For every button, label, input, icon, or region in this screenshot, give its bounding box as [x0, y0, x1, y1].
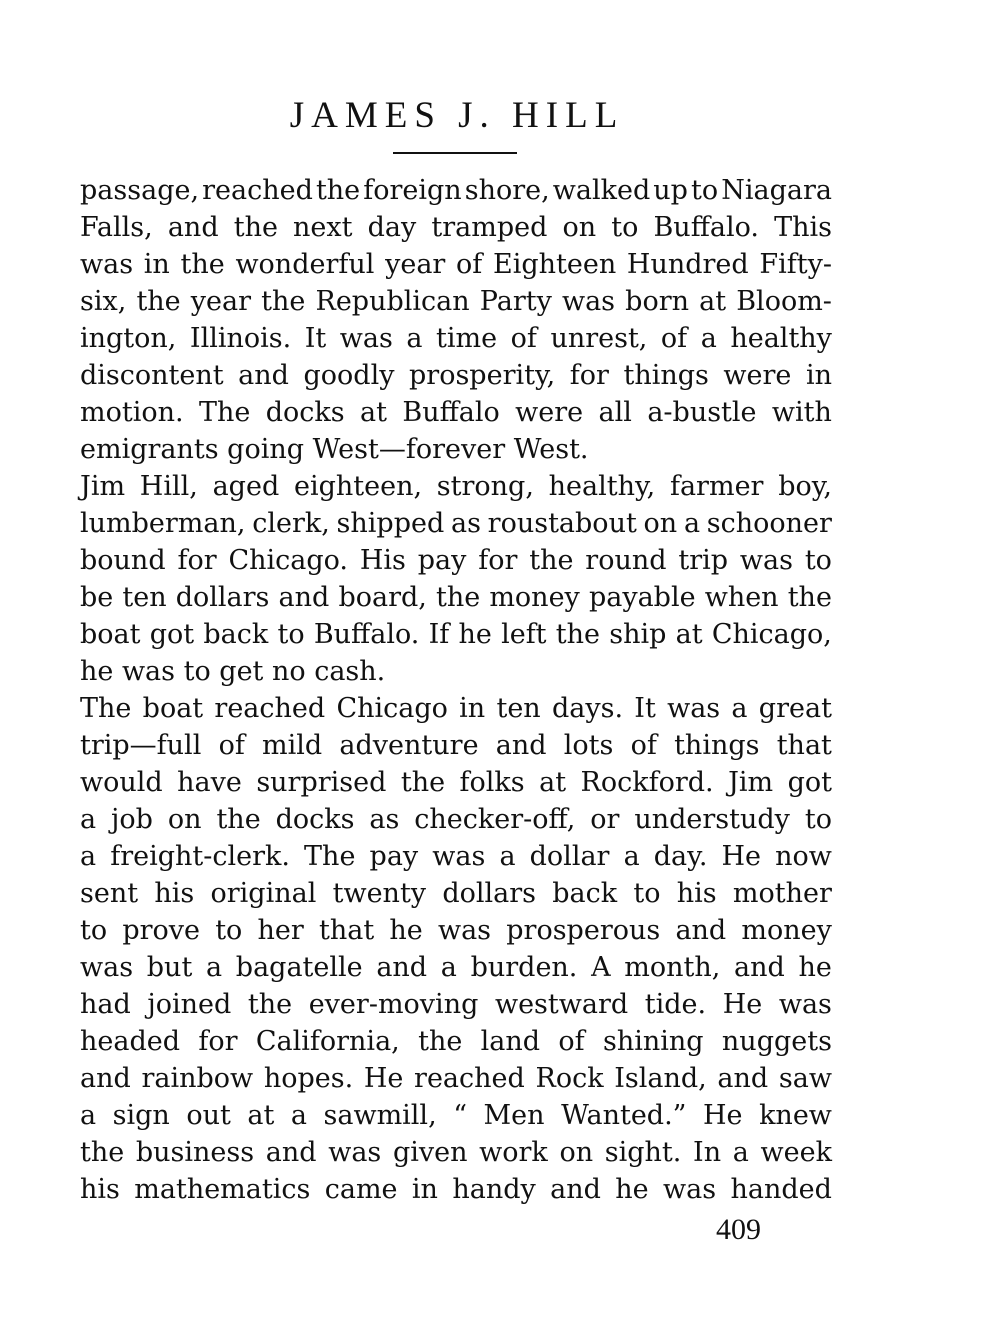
word: bound: [80, 545, 166, 576]
word: nuggets: [721, 1026, 832, 1057]
word: clerk,: [252, 508, 330, 539]
header-rule-divider: [393, 152, 517, 154]
word: was: [778, 989, 832, 1020]
word: now: [775, 841, 832, 872]
word: and: [238, 360, 289, 391]
word: Rock: [535, 1063, 604, 1094]
word: discontent: [80, 360, 224, 391]
word: healthy,: [548, 471, 656, 502]
word: handed: [730, 1174, 832, 1205]
word: Jim: [728, 767, 774, 798]
word: and: [717, 1063, 769, 1094]
text-line: [80, 394, 832, 431]
word: It: [304, 323, 327, 354]
word: Buffalo.: [653, 212, 759, 243]
word: Men: [483, 1100, 545, 1131]
word: was: [667, 693, 721, 724]
word: was: [432, 841, 486, 872]
word: in: [459, 693, 486, 724]
word: round: [585, 545, 667, 576]
word: wonderful: [235, 249, 375, 280]
word: hopes.: [263, 1063, 354, 1094]
word: shore,: [464, 175, 550, 206]
word: boy,: [778, 471, 832, 502]
word: lots: [563, 730, 614, 761]
text-line: [80, 542, 832, 579]
text-line: [80, 986, 832, 1023]
word: the: [315, 175, 361, 206]
word: days.: [551, 693, 624, 724]
word: to: [633, 878, 661, 909]
word: as: [369, 804, 400, 835]
word: back: [203, 619, 269, 650]
word: folks: [459, 767, 525, 798]
word: given: [392, 1137, 468, 1168]
word: Chicago.: [228, 545, 349, 576]
word: freight-clerk.: [110, 841, 290, 872]
word: He: [721, 841, 762, 872]
word: roustabout: [487, 508, 637, 539]
word: got: [149, 619, 195, 650]
word: The: [198, 397, 251, 428]
word: would: [80, 767, 163, 798]
word: farmer: [669, 471, 764, 502]
word: that: [776, 730, 832, 761]
word: docks: [265, 397, 345, 428]
word: things: [674, 730, 760, 761]
word: He: [703, 1100, 743, 1131]
word: a: [683, 508, 701, 539]
text-line: [80, 764, 832, 801]
word: the: [400, 767, 446, 798]
word: pay: [417, 545, 467, 576]
word: the: [555, 619, 600, 650]
text-line: [80, 505, 832, 542]
word: he: [458, 619, 492, 650]
word: Hill,: [139, 471, 198, 502]
word: boat: [142, 693, 204, 724]
word: sawmill,: [323, 1100, 437, 1131]
text-line: [80, 579, 832, 616]
word: a: [732, 1137, 749, 1168]
word: was: [80, 952, 134, 983]
word: ship: [609, 619, 667, 650]
word: all: [598, 397, 632, 428]
word: got: [787, 767, 832, 798]
word: the: [418, 1026, 463, 1057]
word: and: [675, 915, 727, 946]
word: board,: [338, 582, 427, 613]
text-line: [80, 172, 832, 209]
word: “: [453, 1100, 467, 1131]
word: for: [198, 1026, 238, 1057]
word: the: [247, 989, 293, 1020]
word: ington,: [80, 323, 177, 354]
word: trip—full: [80, 730, 202, 761]
word: of: [218, 730, 245, 761]
word: at: [699, 286, 727, 317]
word: money: [489, 582, 580, 613]
text-line: [80, 468, 832, 505]
word: in: [805, 360, 832, 391]
word: had: [80, 989, 131, 1020]
word: month,: [624, 952, 721, 983]
word: job: [111, 804, 153, 835]
word: reached: [414, 1063, 525, 1094]
word: his: [80, 1174, 120, 1205]
word: a: [731, 693, 748, 724]
word: left: [501, 619, 547, 650]
word: for: [569, 360, 609, 391]
word: were: [723, 360, 792, 391]
word: a: [440, 952, 457, 983]
word: joined: [147, 989, 232, 1020]
word: he: [798, 952, 832, 983]
word: to: [804, 545, 832, 576]
word: tide.: [644, 989, 707, 1020]
text-line: [80, 209, 832, 246]
word: a: [80, 1100, 97, 1131]
text-line: [80, 1134, 832, 1171]
text-line: [80, 283, 832, 320]
word: headed: [80, 1026, 181, 1057]
word: out: [186, 1100, 231, 1131]
word: eighteen,: [293, 471, 423, 502]
running-head-title: JAMES J. HILL: [289, 95, 625, 136]
word: at: [539, 767, 567, 798]
word: to: [691, 175, 719, 206]
word: of: [558, 1026, 585, 1057]
word: shining: [603, 1026, 704, 1057]
word: but: [146, 952, 193, 983]
word: and: [550, 1174, 601, 1205]
word: ever-moving: [308, 989, 479, 1020]
word: land: [480, 1026, 541, 1057]
word: Chicago,: [711, 619, 832, 650]
text-line: [80, 801, 832, 838]
text-line: [80, 246, 832, 283]
word: The: [80, 693, 132, 724]
word: at: [247, 1100, 275, 1131]
text-line: [80, 1023, 832, 1060]
word: trip: [678, 545, 729, 576]
word: or: [590, 804, 620, 835]
word: schooner: [706, 508, 832, 539]
word: Bloom-: [736, 286, 832, 317]
word: aged: [212, 471, 280, 502]
word: Niagara: [721, 175, 832, 206]
word: understudy: [634, 804, 790, 835]
word: passage,: [80, 175, 200, 206]
word: boat: [80, 619, 141, 650]
word: on: [643, 508, 678, 539]
word: Rockford.: [580, 767, 714, 798]
text-line: [80, 616, 832, 653]
word: was: [663, 1174, 717, 1205]
word: rainbow: [141, 1063, 254, 1094]
text-line: [80, 431, 832, 468]
word: His: [359, 545, 406, 576]
word: mathematics: [134, 1174, 311, 1205]
word: in: [143, 249, 170, 280]
word: was: [437, 915, 492, 946]
word: and: [734, 952, 785, 983]
word: he: [615, 1174, 649, 1205]
word: the: [261, 286, 306, 317]
word: docks: [275, 804, 355, 835]
word: Party: [479, 286, 552, 317]
word: to: [611, 212, 639, 243]
word: shipped: [336, 508, 445, 539]
word: day.: [653, 841, 708, 872]
word: a: [80, 804, 97, 835]
word: six,: [80, 286, 127, 317]
word: burden.: [470, 952, 578, 983]
word: to: [80, 915, 108, 946]
word: mother: [732, 878, 832, 909]
word: the: [216, 804, 261, 835]
word: work: [479, 1137, 548, 1168]
word: was: [339, 323, 393, 354]
word: and: [495, 730, 547, 761]
word: He: [363, 1063, 404, 1094]
word: and: [265, 1137, 317, 1168]
word: the: [787, 582, 832, 613]
word: Fifty-: [759, 249, 832, 280]
word: Island,: [614, 1063, 707, 1094]
word: tramped: [431, 212, 548, 243]
word: on: [559, 1137, 594, 1168]
word: the: [136, 286, 181, 317]
word: that: [319, 915, 375, 946]
word: adventure: [339, 730, 479, 761]
word: prove: [122, 915, 200, 946]
word: a: [499, 841, 516, 872]
word: a-bustle: [647, 397, 757, 428]
word: great: [758, 693, 832, 724]
word: sight.: [604, 1137, 682, 1168]
word: and: [376, 952, 428, 983]
word: Jim: [80, 471, 126, 502]
word: ten: [496, 693, 541, 724]
text-line: [80, 690, 832, 727]
word: next: [293, 212, 353, 243]
word: on: [562, 212, 597, 243]
word: to: [215, 915, 243, 946]
word: Wanted.”: [561, 1100, 687, 1131]
word: In: [693, 1137, 722, 1168]
word: and: [80, 1063, 131, 1094]
word: The: [304, 841, 356, 872]
word: be: [80, 582, 114, 613]
text-line: [80, 653, 832, 690]
word: Falls,: [80, 212, 153, 243]
word: his: [154, 878, 195, 909]
word: lumberman,: [80, 508, 246, 539]
body-text: [80, 172, 832, 1208]
word: were: [515, 397, 584, 428]
word: Republican: [315, 286, 470, 317]
word: came: [324, 1174, 398, 1205]
word: at: [360, 397, 387, 428]
word: sign: [112, 1100, 170, 1131]
word: strong,: [436, 471, 534, 502]
word: at: [675, 619, 703, 650]
word: week: [760, 1137, 832, 1168]
word: Eighteen: [493, 249, 617, 280]
word: mild: [262, 730, 323, 761]
word: California,: [255, 1026, 400, 1057]
word: prosperous: [506, 915, 661, 946]
word: was: [328, 1137, 382, 1168]
word: when: [704, 582, 779, 613]
text-line-content: he was to get no cash.: [80, 656, 386, 687]
word: If: [428, 619, 450, 650]
text-line: [80, 1097, 832, 1134]
word: Hundred: [626, 249, 749, 280]
word: westward: [494, 989, 629, 1020]
text-line: [80, 727, 832, 764]
text-line: [80, 1171, 832, 1208]
word: motion.: [80, 397, 184, 428]
word: the: [180, 249, 225, 280]
word: the: [529, 545, 574, 576]
word: was: [739, 545, 793, 576]
word: sent: [80, 878, 139, 909]
word: A: [591, 952, 611, 983]
word: It: [634, 693, 656, 724]
word: bagatelle: [235, 952, 363, 983]
word: ten: [122, 582, 167, 613]
word: a: [290, 1100, 307, 1131]
word: a: [80, 841, 97, 872]
word: for: [177, 545, 217, 576]
word: dollar: [529, 841, 610, 872]
text-line: [80, 1060, 832, 1097]
word: and: [278, 582, 330, 613]
word: to: [277, 619, 305, 650]
word: Chicago: [336, 693, 448, 724]
word: a: [700, 323, 717, 354]
word: foreign: [363, 175, 462, 206]
word: knew: [759, 1100, 832, 1131]
word: dollars: [442, 878, 536, 909]
word: of: [630, 730, 657, 761]
word: a: [623, 841, 640, 872]
word: of: [456, 249, 483, 280]
text-line: [80, 875, 832, 912]
word: twenty: [332, 878, 427, 909]
word: on: [167, 804, 202, 835]
word: reached: [202, 175, 313, 206]
word: money: [741, 915, 832, 946]
word: checker-off,: [414, 804, 576, 835]
word: born: [625, 286, 690, 317]
word: up: [653, 175, 688, 206]
word: for: [478, 545, 518, 576]
word: with: [771, 397, 832, 428]
word: to: [804, 804, 832, 835]
word: her: [257, 915, 304, 946]
word: pay: [369, 841, 419, 872]
word: prosperity,: [409, 360, 556, 391]
word: payable: [588, 582, 696, 613]
word: was: [561, 286, 616, 317]
word: year: [190, 286, 252, 317]
text-line-content: emigrants going West—forever West.: [80, 434, 589, 465]
text-line: [80, 949, 832, 986]
word: he: [389, 915, 423, 946]
word: was: [80, 249, 134, 280]
word: walked: [552, 175, 651, 206]
word: surprised: [256, 767, 387, 798]
text-line: [80, 912, 832, 949]
word: He: [722, 989, 763, 1020]
word: Illinois.: [189, 323, 292, 354]
word: and: [167, 212, 219, 243]
text-line: [80, 357, 832, 394]
word: of: [510, 323, 537, 354]
word: in: [411, 1174, 438, 1205]
word: the: [435, 582, 481, 613]
word: original: [210, 878, 317, 909]
word: have: [177, 767, 242, 798]
word: reached: [214, 693, 326, 724]
word: goodly: [303, 360, 395, 391]
page-number: 409: [716, 1213, 761, 1246]
word: business: [135, 1137, 255, 1168]
word: saw: [778, 1063, 832, 1094]
word: day: [367, 212, 417, 243]
word: the: [80, 1137, 125, 1168]
word: things: [623, 360, 709, 391]
word: Buffalo: [402, 397, 500, 428]
word: back: [552, 878, 618, 909]
word: handy: [452, 1174, 536, 1205]
text-line: [80, 838, 832, 875]
text-line: [80, 320, 832, 357]
word: dollars: [175, 582, 270, 613]
word: as: [450, 508, 481, 539]
word: his: [676, 878, 717, 909]
word: the: [233, 212, 278, 243]
word: unrest,: [550, 323, 648, 354]
word: a: [205, 952, 223, 983]
word: healthy: [730, 323, 832, 354]
word: of: [660, 323, 688, 354]
word: time: [436, 323, 498, 354]
word: year: [385, 249, 446, 280]
word: a: [406, 323, 423, 354]
word: Buffalo.: [313, 619, 420, 650]
word: This: [774, 212, 832, 243]
